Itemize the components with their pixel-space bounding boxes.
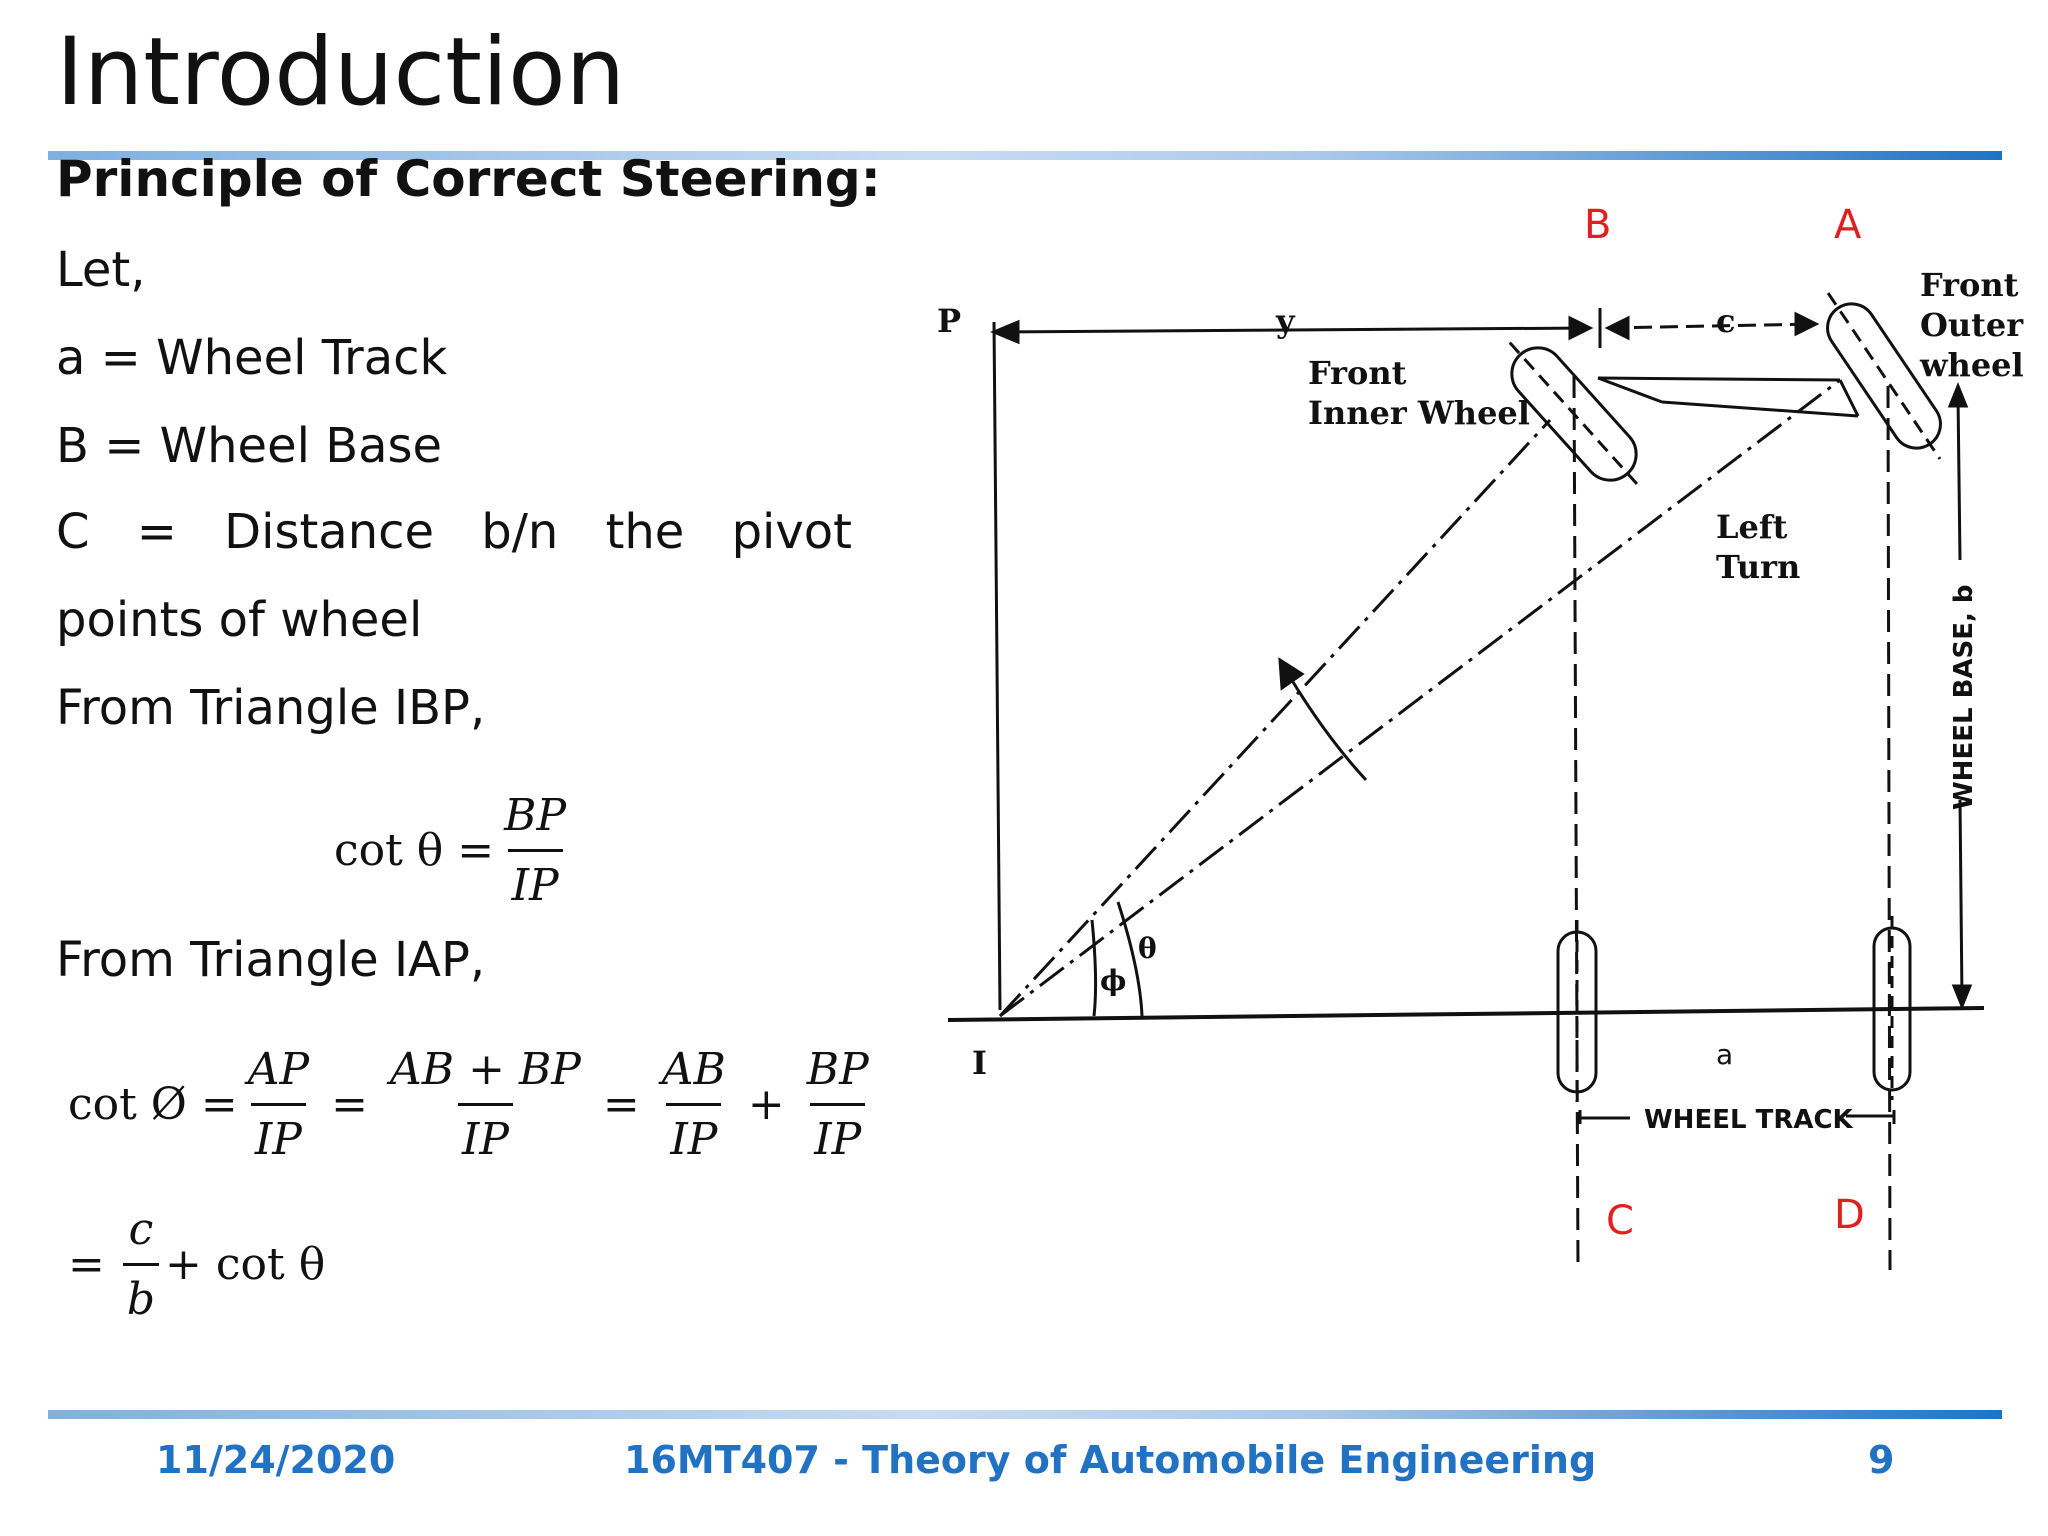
eq1-fraction [500,790,570,911]
equals-sign: = [68,1239,105,1290]
arrow-head [994,322,1018,342]
front-outer-label-2: Outer [1920,306,2024,344]
eq1-numerator: BP [504,790,567,841]
eq1-lhs: cot θ = [334,825,495,876]
equation-cot-theta [334,790,576,911]
eq3-denominator: b [123,1263,159,1325]
eq3-rest: + cot θ [165,1239,326,1290]
eq3-fraction-c-b [123,1204,159,1325]
def-c-word: b/n [481,504,559,560]
footer-course: 16MT407 - Theory of Automobile Engineering [624,1438,1597,1482]
label-a: a [1716,1038,1734,1071]
outer-wheel-centerline [1888,386,1890,1270]
arrow-head [1954,986,1970,1006]
eq2-f3-denominator: IP [666,1103,721,1165]
drag-link [1662,402,1858,416]
left-turn-label-2: Turn [1716,548,1801,586]
eq2-f2-denominator: IP [458,1103,513,1165]
phi-label: ϕ [1100,964,1127,997]
label-i: I [972,1044,987,1082]
corner-label-d: D [1834,1192,1865,1238]
equals-sign: = [602,1079,640,1130]
front-inner-label-2: Inner Wheel [1308,394,1530,432]
eq2-f4-numerator: BP [806,1044,869,1095]
label-y: y [1276,302,1295,340]
def-c-word: Distance [224,504,435,560]
eq2-f3-numerator: AB [661,1044,726,1095]
eq2-fraction-ab-ip [658,1044,730,1165]
subheading: Principle of Correct Steering: [56,150,881,208]
eq2-f1-denominator: IP [251,1103,306,1165]
equation-result [68,1204,325,1325]
label-p: P [937,302,962,340]
triangle-iap-label: From Triangle IAP, [56,932,486,988]
footer-divider [48,1410,2002,1419]
arrow-head [1950,386,1966,406]
eq2-fraction-bp-ip [803,1044,873,1165]
eq2-fraction-ab-bp-ip [386,1044,585,1165]
let-line: Let, [56,242,146,298]
eq1-denominator: IP [508,849,563,911]
rear-axle-line [948,1008,1984,1020]
plus-sign: + [747,1079,785,1130]
steering-geometry-svg [930,190,2024,1390]
def-c-word: = [136,504,177,560]
wheel-base-label: WHEEL BASE, b [1949,584,1979,810]
footer-page-number: 9 [1868,1438,1895,1482]
eq2-f2-numerator: AB + BP [390,1044,581,1095]
i-to-outer-wheel-line [1000,380,1840,1016]
i-to-inner-wheel-line [1000,420,1550,1016]
slide-title: Introduction [56,18,626,127]
definition-c [56,504,852,560]
front-outer-label-3: wheel [1920,346,2024,384]
def-c-word: the [605,504,685,560]
corner-label-c: C [1606,1198,1634,1244]
phi-arc [1092,920,1096,1016]
arrow-head [1280,660,1302,688]
def-c-word: pivot [731,504,852,560]
triangle-ibp-label: From Triangle IBP, [56,680,486,736]
c-dimension-line [1608,324,1816,328]
wheel-track-label: WHEEL TRACK [1644,1105,1853,1135]
equation-cot-phi [68,1044,879,1165]
eq2-f1-numerator: AP [247,1044,310,1095]
definition-b: B = Wheel Base [56,418,443,474]
eq2-f4-denominator: IP [810,1103,865,1165]
tie-rod [1598,378,1840,380]
eq3-numerator: c [128,1204,154,1255]
arrow-head [1570,318,1590,338]
eq2-fraction-ap-ip [244,1044,313,1165]
left-turn-label-1: Left [1716,508,1788,546]
wheel-base-line [1958,396,1960,560]
wheel-base-line [1960,800,1962,1000]
equals-sign: = [331,1079,368,1130]
p-i-line [994,322,1000,1010]
corner-label-a: A [1834,202,1862,248]
arrow-head [1796,314,1816,334]
eq2-lhs: cot Ø = [68,1079,238,1130]
steering-arm-inner [1598,378,1662,402]
inner-wheel-centerline [1574,376,1578,1270]
definition-a: a = Wheel Track [56,330,448,386]
def-c-word: C [56,504,90,560]
footer-date: 11/24/2020 [156,1438,396,1482]
front-inner-label-1: Front [1308,354,1407,392]
steering-diagram [930,190,2024,1390]
steering-arm-outer [1840,380,1858,416]
corner-label-b: B [1584,202,1612,248]
definition-c-continued: points of wheel [56,592,423,648]
label-c: c [1716,302,1736,340]
front-outer-label-1: Front [1920,266,2019,304]
theta-label: θ [1138,932,1157,965]
